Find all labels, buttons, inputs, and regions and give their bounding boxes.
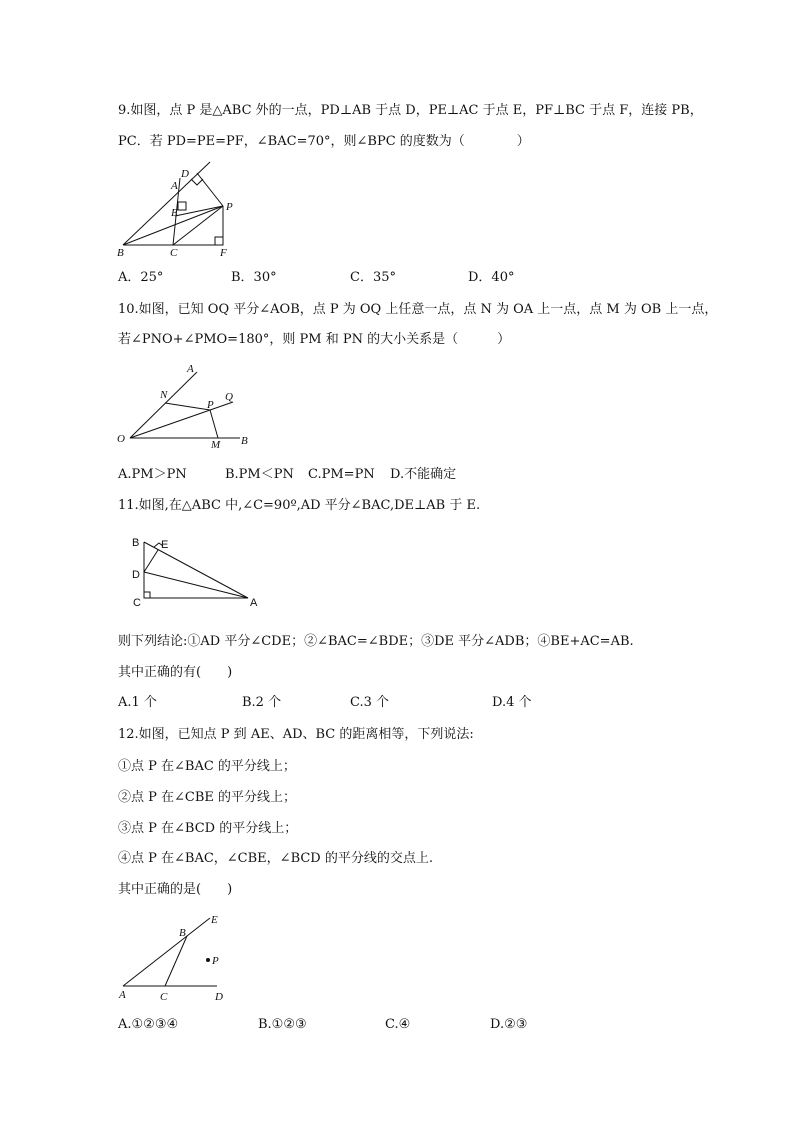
label-d: D	[132, 569, 140, 581]
q10-stem-line1: 10.如图，已知 OQ 平分∠AOB，点 P 为 OQ 上任意一点，点 N 为 OA 上一点，点 M 为 OB 上一点，	[118, 302, 718, 317]
ray-oa	[130, 372, 197, 438]
label-q: Q	[225, 391, 233, 403]
q11-option-a[interactable]: A.1 个	[118, 695, 157, 710]
q12-statement-2: ②点 P 在∠CBE 的平分线上；	[118, 790, 297, 805]
right-angle-e	[178, 202, 186, 210]
q12-statement-1: ①点 P 在∠BAC 的平分线上；	[118, 759, 296, 774]
q12-stem: 12.如图，已知点 P 到 AE、AD、BC 的距离相等，下列说法:	[118, 727, 474, 742]
q10-figure	[115, 358, 260, 450]
label-c: C	[133, 597, 141, 609]
q10-option-a[interactable]: A.PM＞PN	[118, 467, 187, 482]
label-a: A	[187, 363, 194, 375]
segment-np	[165, 403, 210, 410]
ray-ae	[123, 918, 210, 986]
q11-option-b[interactable]: B.2 个	[242, 695, 282, 710]
q9-figure	[115, 160, 255, 260]
segment-da	[144, 572, 248, 598]
q11-conclusions: 则下列结论:①AD 平分∠CDE；②∠BAC=∠BDE；③DE 平分∠ADB；④BE+AC=AB.	[118, 634, 634, 649]
q9-stem-line1: 9.如图，点 P 是△ABC 外的一点，PD⊥AB 于点 D，PE⊥AC 于点 E，PF⊥BC 于点 F，连接 PB，	[118, 103, 703, 118]
q12-statement-3: ③点 P 在∠BCD 的平分线上；	[118, 821, 298, 836]
q11-stem: 11.如图,在△ABC 中,∠C=90º,AD 平分∠BAC,DE⊥AB 于 E.	[118, 498, 481, 513]
right-angle-d	[191, 179, 203, 185]
label-p: P	[207, 399, 214, 411]
label-e: E	[211, 914, 218, 926]
q11-option-d[interactable]: D.4 个	[492, 695, 532, 710]
label-c: C	[170, 247, 178, 259]
label-e: E	[161, 539, 169, 551]
label-a: A	[119, 989, 126, 1001]
q12-option-a[interactable]: A.①②③④	[118, 1017, 179, 1032]
q10-stem-line2: 若∠PNO+∠PMO=180°，则 PM 和 PN 的大小关系是（ ）	[118, 332, 511, 347]
q12-statement-4: ④点 P 在∠BAC，∠CBE，∠BCD 的平分线的交点上.	[118, 851, 433, 866]
label-m: M	[211, 439, 221, 450]
label-p: P	[212, 955, 219, 967]
right-angle-f	[215, 237, 223, 245]
label-f: F	[220, 247, 227, 259]
point-p	[206, 958, 210, 962]
label-b: B	[132, 537, 140, 549]
q11-question: 其中正确的有( )	[118, 665, 233, 680]
q9-option-c[interactable]: C．35°	[350, 270, 396, 285]
q9-stem-line2: PC．若 PD=PE=PF，∠BAC=70°，则∠BPC 的度数为（ ）	[118, 134, 530, 149]
segment-bc	[165, 936, 187, 986]
segment-de	[144, 550, 158, 572]
label-o: O	[117, 433, 125, 445]
segment-ba	[144, 542, 248, 598]
label-p: P	[226, 201, 233, 213]
label-c: C	[160, 991, 168, 1003]
q9-option-b[interactable]: B．30°	[231, 270, 277, 285]
label-b: B	[179, 927, 186, 939]
q12-option-d[interactable]: D.②③	[490, 1017, 528, 1032]
right-angle-c	[144, 592, 150, 598]
ray-oq	[130, 402, 233, 438]
q10-option-b[interactable]: B.PM＜PN	[225, 467, 294, 482]
q10-option-d[interactable]: D.不能确定	[390, 467, 457, 482]
label-d: D	[181, 168, 189, 180]
q12-option-b[interactable]: B.①②③	[258, 1017, 307, 1032]
q11-option-c[interactable]: C.3 个	[350, 695, 390, 710]
segment-pm	[210, 410, 218, 438]
q10-option-c[interactable]: C.PM=PN	[308, 467, 375, 482]
label-a: A	[250, 597, 258, 609]
segment-dp	[197, 173, 223, 206]
q12-option-c[interactable]: C.④	[385, 1017, 411, 1032]
label-b: B	[241, 435, 248, 447]
label-a: A	[171, 180, 178, 192]
q12-figure	[115, 910, 240, 1008]
label-b: B	[117, 247, 124, 259]
label-e: E	[171, 207, 178, 219]
q9-option-a[interactable]: A．25°	[118, 270, 164, 285]
q11-figure	[128, 532, 266, 612]
label-n: N	[160, 389, 168, 401]
ray-ba	[123, 162, 210, 245]
label-d: D	[215, 991, 223, 1003]
q12-question: 其中正确的是( )	[118, 882, 233, 897]
q9-option-d[interactable]: D．40°	[468, 270, 515, 285]
